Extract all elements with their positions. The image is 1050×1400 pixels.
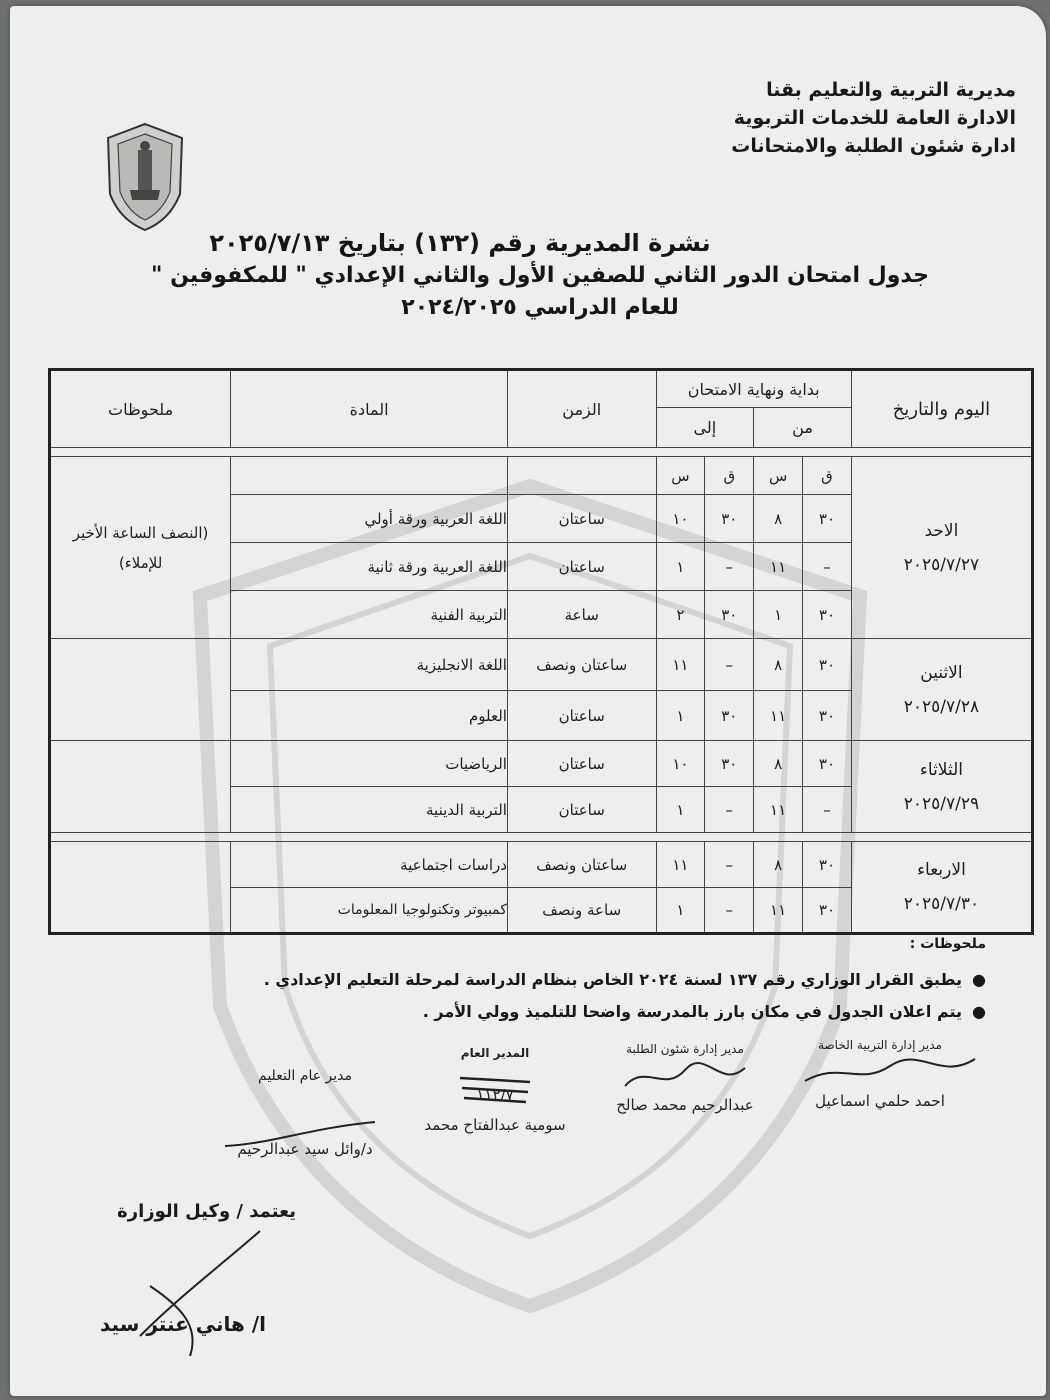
duration: ساعتان xyxy=(507,741,656,787)
from-minutes: ٣٠ xyxy=(803,691,852,741)
signer-name: عبدالرحيم محمد صالح xyxy=(616,1096,754,1114)
from-hour: ١١ xyxy=(754,888,803,934)
from-hour: ١ xyxy=(754,591,803,639)
from-hour: ١١ xyxy=(754,691,803,741)
day-cell xyxy=(851,457,1032,639)
day-name: الاثنين xyxy=(920,662,963,683)
header-duration: الزمن xyxy=(507,370,656,448)
to-hour: ١ xyxy=(656,888,705,934)
signature-education-head xyxy=(210,1068,400,1158)
sub-header-q: ق xyxy=(803,457,852,495)
header-notes: ملحوظات xyxy=(50,370,231,448)
document-titles xyxy=(70,226,1010,324)
note-item xyxy=(86,964,986,996)
subject: دراسات اجتماعية xyxy=(231,842,508,888)
notes-heading: ملحوظات : xyxy=(909,936,986,952)
subject: العلوم xyxy=(231,691,508,741)
from-minutes: ٣٠ xyxy=(803,495,852,543)
from-hour: ٨ xyxy=(754,842,803,888)
note-cell xyxy=(50,639,231,741)
duration: ساعتان xyxy=(507,691,656,741)
note-text: يطبق القرار الوزاري رقم ١٣٧ لسنة ٢٠٢٤ الخاص بنظام الدراسة لمرحلة التعليم الإعدادي . xyxy=(263,970,963,989)
day-date: ٢٠٢٥/٧/٢٩ xyxy=(903,793,980,814)
duration: ساعة ونصف xyxy=(507,888,656,934)
day-name: الثلاثاء xyxy=(919,759,963,780)
ministry-logo-icon xyxy=(100,116,190,236)
signer-role: مدير عام التعليم xyxy=(258,1068,352,1084)
note-cell: (النصف الساعة الأخير للإملاء) xyxy=(50,457,231,639)
day-cell xyxy=(851,741,1032,833)
approval-block xyxy=(100,1201,296,1336)
sub-header-s: س xyxy=(754,457,803,495)
subject: الرياضيات xyxy=(231,741,508,787)
to-hour: ١١ xyxy=(656,639,705,691)
to-minutes: – xyxy=(705,888,754,934)
from-hour: ١١ xyxy=(754,787,803,833)
table-row xyxy=(50,741,1033,787)
to-minutes: – xyxy=(705,543,754,591)
subject: كمبيوتر وتكنولوجيا المعلومات xyxy=(231,888,508,934)
day-cell xyxy=(851,842,1032,934)
to-hour: ٢ xyxy=(656,591,705,639)
from-hour: ٨ xyxy=(754,495,803,543)
note-cell xyxy=(50,741,231,833)
academic-year: للعام الدراسي ٢٠٢٤/٢٠٢٥ xyxy=(401,295,679,320)
from-minutes: ٣٠ xyxy=(803,741,852,787)
note-cell xyxy=(50,842,231,934)
signer-name: احمد حلمي اسماعيل xyxy=(815,1092,945,1110)
header-line-2: الادارة العامة للخدمات التربوية xyxy=(733,107,1016,129)
note-text: يتم اعلان الجدول في مكان بارز بالمدرسة واضحا للتلميذ وولي الأمر . xyxy=(422,1002,963,1021)
to-minutes: ٣٠ xyxy=(705,741,754,787)
day-name: الاحد xyxy=(924,520,959,541)
notes-section xyxy=(86,936,986,1028)
header-line-3: ادارة شئون الطلبة والامتحانات xyxy=(731,135,1016,157)
to-hour: ١١ xyxy=(656,842,705,888)
from-hour: ٨ xyxy=(754,639,803,691)
to-minutes: ٣٠ xyxy=(705,691,754,741)
day-date: ٢٠٢٥/٧/٢٧ xyxy=(903,554,980,575)
to-minutes: ٣٠ xyxy=(705,591,754,639)
sub-header-s: س xyxy=(656,457,705,495)
schedule-title: جدول امتحان الدور الثاني للصفين الأول والثاني الإعدادي " للمكفوفين " xyxy=(151,263,929,288)
duration: ساعتان ونصف xyxy=(507,842,656,888)
duration: ساعتان xyxy=(507,787,656,833)
duration: ساعة xyxy=(507,591,656,639)
directorate-header xyxy=(686,76,1016,160)
duration: ساعتان ونصف xyxy=(507,639,656,691)
day-date: ٢٠٢٥/٧/٢٨ xyxy=(903,696,980,717)
sub-header-q: ق xyxy=(705,457,754,495)
subject: التربية الدينية xyxy=(231,787,508,833)
signer-name: سومية عبدالفتاح محمد xyxy=(424,1116,566,1134)
approval-label: يعتمد / وكيل الوزارة xyxy=(117,1201,296,1222)
to-hour: ١٠ xyxy=(656,495,705,543)
signer-name: د/وائل سيد عبدالرحيم xyxy=(237,1140,373,1158)
header-subject: المادة xyxy=(231,370,508,448)
subject: اللغة العربية ورقة ثانية xyxy=(231,543,508,591)
note-item xyxy=(86,996,986,1028)
header-day-date: اليوم والتاريخ xyxy=(851,370,1032,448)
table-row xyxy=(50,842,1033,888)
day-cell xyxy=(851,639,1032,741)
from-hour: ١١ xyxy=(754,543,803,591)
to-hour: ١ xyxy=(656,543,705,591)
stamp-code: ١١٢/٧ xyxy=(476,1086,514,1104)
header-to: إلى xyxy=(656,408,754,448)
to-hour: ١ xyxy=(656,691,705,741)
subject: اللغة الانجليزية xyxy=(231,639,508,691)
to-minutes: – xyxy=(705,639,754,691)
day-name: الاربعاء xyxy=(917,860,966,880)
from-minutes: ٣٠ xyxy=(803,639,852,691)
to-minutes: ٣٠ xyxy=(705,495,754,543)
document-page xyxy=(10,6,1046,1396)
header-start-end: بداية ونهاية الامتحان xyxy=(656,370,851,408)
signer-role: مدير إدارة التربية الخاصة xyxy=(818,1038,942,1052)
bulletin-title: نشرة المديرية رقم (١٣٢) بتاريخ ٢٠٢٥/٧/١٣ xyxy=(209,229,711,257)
exam-schedule-table xyxy=(48,368,1034,935)
from-minutes: – xyxy=(803,543,852,591)
signer-role: مدير إدارة شئون الطلبة xyxy=(626,1042,744,1056)
subject: اللغة العربية ورقة أولي xyxy=(231,495,508,543)
signature-special-ed xyxy=(780,1038,980,1110)
to-minutes: – xyxy=(705,842,754,888)
duration: ساعتان xyxy=(507,495,656,543)
subject: التربية الفنية xyxy=(231,591,508,639)
signature-general-manager xyxy=(410,1046,580,1134)
from-minutes: – xyxy=(803,787,852,833)
from-hour: ٨ xyxy=(754,741,803,787)
day-date: ٢٠٢٥/٧/٣٠ xyxy=(903,894,980,914)
bullet-icon: ● xyxy=(972,1002,986,1021)
to-hour: ١ xyxy=(656,787,705,833)
manager-stamp: المدير العام xyxy=(460,1046,530,1060)
from-minutes: ٣٠ xyxy=(803,591,852,639)
header-line-1: مديرية التربية والتعليم بقنا xyxy=(766,79,1016,101)
from-minutes: ٣٠ xyxy=(803,842,852,888)
from-minutes: ٣٠ xyxy=(803,888,852,934)
signature-student-affairs xyxy=(600,1042,770,1114)
header-from: من xyxy=(754,408,852,448)
to-minutes: – xyxy=(705,787,754,833)
duration: ساعتان xyxy=(507,543,656,591)
table-row xyxy=(50,639,1033,691)
approval-name: ا/ هاني عنتر سيد xyxy=(100,1312,266,1336)
to-hour: ١٠ xyxy=(656,741,705,787)
bullet-icon: ● xyxy=(972,970,986,989)
